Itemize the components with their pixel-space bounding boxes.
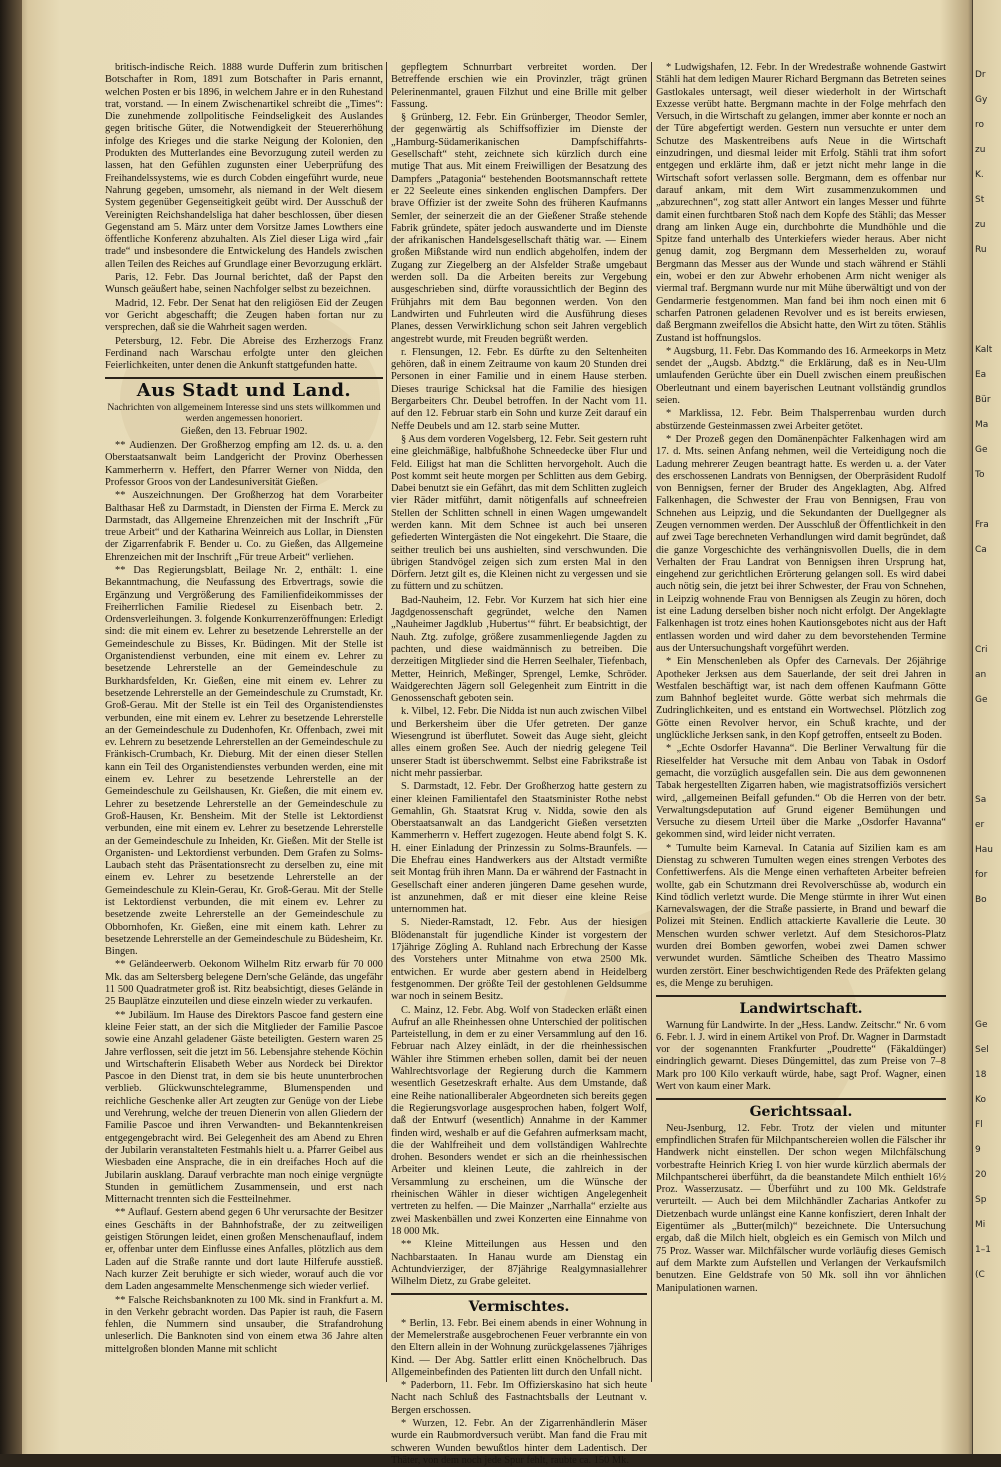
edge-text-fragment: Bo bbox=[975, 895, 987, 905]
article-paragraph: ** Auflauf. Gestern abend gegen 6 Uhr verursachte der Besitzer eines Geschäfts in der Bahnhofstraße, der zu zeitweiligen geistigen Störungen leidet, einen großen Menschenauflauf, indem er, offenbar unter dem Einflusse eines Anfalles, plötzlich aus dem Laden auf die Straße rannte und dort laute Hilferufe ausstieß. Nach kurzer Zeit beruhigte er sich wieder, worauf auch die vor dem Laden angesammelte Menschenmenge sich wieder verlief. bbox=[105, 1207, 383, 1293]
edge-text-fragment: Fl bbox=[975, 1120, 983, 1130]
section-divider bbox=[391, 1293, 647, 1295]
article-paragraph: § Grünberg, 12. Febr. Ein Grünberger, Theodor Semler, der gegenwärtig als Schiffsoffizier im Dienste der „Hamburg-Südamerikanischen Dampfschiffahrts-Gesellschaft“ steht, zeichnete sich kürzlich durch eine mutige That aus. Mit einem Freiwilligen der Besatzung des Dampfers „Patagonia“ bestehenden Bootsmannschaft rettete er 22 Seeleute eines sinkenden englischen Dampfers. Der brave Offizier ist der zweite Sohn des früheren Kaufmanns Semler, der seinerzeit die an der Gießener Straße stehende Fabrik gründete, später jedoch auswanderte und im Dienste der afrikanischen Handelsgesellschaft thätig war. — Einem großen Mißstande wird nun endlich abgeholfen, indem der Zugang zur Ziegelberg an der Alsfelder Straße umgebaut werden soll. Da die Arbeiten bereits zur Vergebung ausgeschrieben sind, dürfte voraussichtlich der Beginn des Frühjahrs mit dem Bau begonnen werden. Von den Landwirten und Fuhrleuten wird die Ausführung dieses Planes, dessen Verwirklichung schon seit Jahren vergeblich angestrebt wurde, mit Freuden begrüßt werden. bbox=[391, 112, 647, 345]
article-paragraph: ** Das Regierungsblatt, Beilage Nr. 2, enthält: 1. eine Bekanntmachung, die Neufassung des Erbvertrags, sowie die Ergänzung und Vergrößerung des Familienfideikommisses der Freiherrlichen Familie Riedesel zu Eisenbach betr. 2. Ordensverleihungen. 3. folgende Konkurrenzeröffnungen: Erledigt sind: die mit einem ev. Lehrer zu besetzende Lehrerstelle an der Gemeindeschule zu Bisses, Kr. Büdingen. Mit der Stelle ist Organistendienst verbunden, eine mit einem ev. Lehrer zu besetzende Lehrerstelle an der Gemeindeschule zu Burkhardsfelden, Kr. Gießen, eine mit einem ev. Lehrer zu besetzende Lehrerstelle an der Gemeindeschule zu Crumstadt, Kr. Groß-Gerau. Mit der Stelle ist ein Teil des Organistendienstes verbunden, eine mit einem ev. Lehrer zu besetzende Lehrerstelle an der Gemeindeschule zu Dudenhofen, Kr. Offenbach, zwei mit ev. Lehrern zu besetzende Lehrerstellen an der Gemeindeschule zu Fränkisch-Crumbach, Kr. Dieburg. Mit der einen dieser Stellen kann ein Teil des Organistendienstes verbunden werden, eine mit einem ev. Lehrer zu besetzende Lehrerstelle an der Gemeindeschule zu Geilshausen, Kr. Gießen, die mit einem ev. Lehrer zu besetzende Lehrerstelle an der Gemeindeschule zu Groß-Hausen, Kr. Bensheim. Mit der Stelle ist Lektordienst verbunden, eine mit einem ev. Lehrer zu besetzende Lehrerstelle an der Gemeindeschule zu Inheiden, Kr. Gießen. Mit der Stelle ist Organisten- und Lektordienst verbunden. Dem Grafen zu Solms-Laubach steht das Präsentationsrecht zu derselben zu, eine mit einem ev. Lehrer zu besetzende Lehrerstelle an der Gemeindeschule zu Klein-Gerau, Kr. Groß-Gerau. Mit der Stelle ist Lektordienst verbunden, die mit einem ev. Lehrer zu besetzende zweite Lehrerstelle an der Gemeindeschule zu Obbornhofen, Kr. Gießen, eine mit einem kath. Lehrer zu besetzende Lehrerstelle an der Gemeindeschule zu Büdesheim, Kr. Bingen. bbox=[105, 564, 383, 958]
article-paragraph: * „Echte Osdorfer Havanna“. Die Berliner Verwaltung für die Rieselfelder hat Versuche mit dem Anbau von Tabak in Osdorf gemacht, die vorzüglich ausgefallen sein. Die aus dem gewonnenen Tabak hergestellten Zigarren haben, wie magistratsoffiziös versichert wird, „allgemeinen Beifall gefunden.“ Ob die Herren von der betr. Verwaltungsdeputation auf Grund eigener Bemühungen und Versuche zu diesem Urteil über die Marke „Osdorfer Havanna“ gekommen sind, wird leider nicht verraten. bbox=[656, 743, 946, 841]
section-heading: Aus Stadt und Land. bbox=[136, 380, 352, 402]
edge-text-fragment bbox=[975, 320, 1001, 331]
edge-text-fragment: Hau bbox=[975, 845, 993, 855]
edge-text-fragment: Ko bbox=[975, 1095, 986, 1105]
edge-text-fragment: 20 bbox=[975, 1170, 987, 1180]
column-1 bbox=[105, 62, 383, 1392]
article-paragraph: Warnung für Landwirte. In der „Hess. Landw. Zeitschr.“ Nr. 6 vom 6. Febr. l. J. wird in einem Artikel von Prof. Dr. Wagner in Darmstadt vor der sogenannten Frankfurter „Poudrette“ (Fäkaldünger) eindringlich gewarnt. Dieses Düngemittel, das zum Preise von 7–8 Mark pro 100 Kilo verkauft würde, habe, sagt Prof. Wagner, einen Wert von kaum einer Mark. bbox=[656, 1019, 946, 1093]
edge-text-fragment: Ru bbox=[975, 245, 987, 255]
edge-text-fragment: Ea bbox=[975, 370, 987, 380]
article-paragraph: britisch-indische Reich. 1888 wurde Dufferin zum britischen Botschafter in Rom, 1891 zum Botschafter in Paris ernannt, welchen Posten er bis 1896, in welchem Jahre er in den Ruhestand trat, vorstand. — In einem Zwischenartikel schreibt die „Times“: Die zunehmende zollpolitische Feindseligkeit des Auslandes gegen britische Güter, die Notwendigkeit der Steuererhöhung infolge des Krieges und die starke Neigung der Kolonien, den Produkten des Mutterlandes eine Bevorzugung zuteil werden zu lassen, hat den Gefühlen zugunsten einer Ueberprüfung des Freihandelssystems, wie es durch Cobden eingeführt wurde, neue Nahrung gegeben, umsomehr, als niemand in der Welt diesem System gegenüber Gegenseitigkeit geübt wird. Der Ausschuß der Vereinigten Reichshandelsliga hat daher beschlossen, über diesen Gegenstand am 5. März unter dem Vorsitze James Lowthers eine öffentliche Konferenz abzuhalten. Als Ziel dieser Liga wird „fair trade“ und insbesondere die Entwickelung des Handels zwischen allen Teilen des Reiches auf Grundlage einer Bevorzugung erklärt. bbox=[105, 62, 383, 270]
column-2 bbox=[391, 62, 647, 1466]
article-paragraph: * Ludwigshafen, 12. Febr. In der Wredestraße wohnende Gastwirt Stähli hat dem ledigen Maurer Richard Bergmann das Betreten seines Gastlokales untersagt, weil dieser wiederholt in der Wirtschaft Exzesse verübt hatte. Bergmann machte in der Folge mehrfach den Versuch, in die Wirtschaft zu gelangen, immer aber konnte er noch an der Türe abgefertigt werden. Gestern nun versuchte er unter dem Schutze des Maskentreibens aufs Neue in die Wirtschaft einzudringen, und diesmal leider mit Erfolg. Stähli trat ihm sofort entgegen und erklärte ihm, daß er jetzt nicht mehr lange in die Wirtschaft sofort verlassen solle. Bergmann, dem es offenbar nur darauf ankam, mit dem Wirt zusammenzukommen und „abzurechnen“, zog statt aller Antwort ein langes Messer und führte damit einen furchtbaren Stoß nach dem Kopfe des Stähli; das Messer drang am linken Auge ein, durchbohrte die Mundhöhle und die Spitze fand unterhalb des Unterkiefers wieder heraus. Aber nicht genug damit, zog Bergmann dem Messerhelden zu, worauf Bergmann das Messer aus der Wunde und stach während er Stähli ein, wobei er den zur Abwehr erhobenen Arm nicht weniger als viermal traf. Bergmann wurde nur mit Mühe überwältigt und von der Gendarmerie festgenommen. Man fand bei ihm noch einen mit 6 scharfen Patronen geladenen Revolver und es ist bereits erwiesen, daß Bergmann zweifellos die Absicht hatte, den Wirt zu töten. Stählis Zustand ist hoffnungslos. bbox=[656, 62, 946, 344]
edge-text-fragment: Ge bbox=[975, 695, 988, 705]
edge-text-fragment: zu bbox=[975, 220, 986, 230]
article-paragraph: ** Auszeichnungen. Der Großherzog hat dem Vorarbeiter Balthasar Heß zu Darmstadt, in Diensten der Firma E. Merck zu Darmstadt, das Allgemeine Ehrenzeichen mit der Inschrift „Für treue Arbeit“ und der Katharina Weinreich aus Lollar, in Diensten der Zigarrenfabrik F. Bender u. Co. zu Gießen, das Allgemeine Ehrenzeichen mit der Inschrift „Für treue Arbeit“ verliehen. bbox=[105, 490, 383, 563]
article-paragraph: ** Jubiläum. Im Hause des Direktors Pascoe fand gestern eine kleine Feier statt, an der sich die Mitglieder der Familie Pascoe sowie eine Anzahl geladener Gäste beteiligten. Gestern waren 25 Jahre verflossen, seit die jetzt im 56. Lebensjahre stehende Köchin und Wirtschafterin Elisabeth Weber aus Nordeck bei Direktor Pascoe in den Dienst trat, in dem sie bis heute ununterbrochen verblieb. Glückwunschtelegramme, Blumenspenden und reichliche Geschenke aller Art zeugten zur Genüge von der Liebe und Verehrung, welche der treuen Dienerin von allen Gliedern der Familie Pascoe und ihren Verwandten- und Bekanntenkreisen entgegengebracht wird. Bei Gelegenheit des am Abend zu Ehren der Jubilarin veranstalteten Festmahls hielt u. a. Pfarrer Geibel aus Wiesbaden eine Ansprache, die in ein dreifaches Hoch auf die Jubilarin ausklang. Darauf verbrachte man noch einige vergnügte Stunden in gemütlichem Zusammensein, und erst nach Mitternacht trennten sich die Festteilnehmer. bbox=[105, 1009, 383, 1206]
article-paragraph: Madrid, 12. Febr. Der Senat hat den religiösen Eid der Zeugen vor Gericht abgeschafft; die Zeugen haben fortan nur zu versprechen, daß sie die Wahrheit sagen werden. bbox=[105, 297, 383, 334]
article-paragraph: r. Flensungen, 12. Febr. Es dürfte zu den Seltenheiten gehören, daß in einem Zeitraume von kaum 20 Stunden drei Personen in einer Familie und in einem Hause sterben. Dieses traurige Schicksal hat die Familie des hiesigen Bergarbeiters Chr. Deubel betroffen. In der Nacht vom 11. auf den 12. Februar starb ein Sohn und kurze Zeit darauf ein Neffe Deubels und am 12. starb seine Mutter. bbox=[391, 346, 647, 432]
article-paragraph: * Tumulte beim Karneval. In Catania auf Sizilien kam es am Dienstag zu schweren Tumulten wegen eines strengen Verbotes des Confettiwerfens. Als die Menge einen verhafteten Arbeiter befreien wollte, gab ein Schutzmann drei Revolverschüsse ab, wodurch ein Kind tödlich verletzt wurde. Die Menge stürmte in ihrer Wut einen Karnevalswagen, der die Straße passierte, in Brand und bewarf die Polizei mit Steinen. Endlich attackierte Kavallerie die Leute. 30 Menschen wurden schwer verletzt. Auf dem Stesichoros-Platz wurden drei Bomben geworfen, wobei zwei Damen schwer verwundet wurden. Sämtliche Scheiben des Theatro Massimo wurden zerstört. Einer beschwichtigenden Rede des Präfekten gelang es, die Menge zu beruhigen. bbox=[656, 842, 946, 989]
edge-text-fragment: 18 bbox=[975, 1070, 987, 1080]
edge-text-fragment bbox=[975, 745, 1001, 756]
edge-text-fragment: Cri bbox=[975, 645, 988, 655]
edge-text-fragment: Bür bbox=[975, 395, 991, 405]
article-paragraph: S. Darmstadt, 12. Febr. Der Großherzog hatte gestern zu einer kleinen Familientafel den Staatsminister Rothe nebst Gemahlin, Gh. Staatsrat Krug v. Nidda, sowie den als Oberstaatsanwalt an das Landgericht Gießen versetzten Kammerherrn v. Heffert zugezogen. Heute abend folgt S. K. H. einer Einladung der Prinzessin zu Solms-Braunfels. — Die Ehefrau eines Handwerkers aus der Altstadt vermißte seit Montag früh ihren Mann. Da er während der Fastnacht in Gesellschaft einer anderen jüngeren Dame gesehen wurde, ist anzunehmen, daß er mit dieser eine kleine Reise unternommen hat. bbox=[391, 781, 647, 916]
article-paragraph: § Aus dem vorderen Vogelsberg, 12. Febr. Seit gestern ruht eine gleichmäßige, halbfußhohe Schneedecke über Flur und Feld. Eiligst hat man die Schlitten hervorgeholt. Auch die Post kommt seit heute morgen per Schlitten aus dem Gebirg. Dabei benutzt sie ein Gefährt, das mit dem Schlitten zugleich vier Räder mitführt, damit nötigenfalls auf schneefreien Stellen der Schlitten schnell in einen Wagen umgewandelt werden kann. Mit dem Schnee ist auch bei unseren gefiederten Wintergästen die Not eingekehrt. Die Staare, die seither treulich bei uns aushielten, sind verschwunden. Die übrigen Standvögel zeigen sich zum ersten Mal in den Dörfern. Jetzt gilt es, die Kleinen nicht zu vergessen und sie zu füttern und zu schützen. bbox=[391, 433, 647, 593]
article-paragraph: gepflegtem Schnurrbart verbreitet worden. Der Betreffende erschien wie ein Provinzler, trägt grünen Pelerinenmantel, grauen Filzhut und eine Brille mit gelber Fassung. bbox=[391, 62, 647, 110]
article-paragraph: ** Falsche Reichsbanknoten zu 100 Mk. sind in Frankfurt a. M. in den Verkehr gebracht worden. Das Papier ist rauh, die Fasern fehlen, die Nummern sind unsauber, die Strafandrohung unleserlich. Die Banknoten sind von einem etwa 36 Jahre alten mittelgroßen blonden Manne mit schlicht bbox=[105, 1294, 383, 1355]
article-paragraph: C. Mainz, 12. Febr. Abg. Wolf von Stadecken erläßt einen Aufruf an alle Rheinhessen ohne Unterschied der politischen Parteistellung, in dem er zu einer Versammlung auf den 16. Februar nach Alzey einlädt, in der die rheinhessischen Wähler ihre Stimmen erheben sollen, damit bei der neuen Wahlrechtsvorlage der Regierung durch die Kammern wesentlich Gesetzeskraft erhalte. Aus dem Umstande, daß eine Reihe nationalliberaler Abgeordneten sich bereits gegen die Regierungsvorlage ausgesprochen haben, folgert Wolf, daß der Entwurf (wesentlich) Annahme in der Kammer finden wird, weshalb er auf die Gefahren aufmerksam macht, die der Wahlfreiheit und dem vollständigen Wahlrechte drohen. Besonders wendet er sich an die rheinhessischen Arbeiter und kleinen Leute, die zahlreich in der Versammlung zu erscheinen, um die Wünsche der rheinischen Wähler in dieser wichtigen Angelegenheit vertreten zu helfen. — Die Mainzer „Narrhalla“ erzielte aus zwei Maskenbällen und zwei Konzerten eine Einnahme von 18 000 Mk. bbox=[391, 1004, 647, 1237]
edge-text-fragment bbox=[975, 570, 1001, 581]
article-paragraph: ** Geländeerwerb. Oekonom Wilhelm Ritz erwarb für 70 000 Mk. das am Seltersberg belegene Dern'sche Gelände, das ungefähr 11 500 Quadratmeter groß ist. Ritz beabsichtigt, dieses Gelände in 25 Bauplätze einzuteilen und diese einzeln wieder zu verkaufen. bbox=[105, 959, 383, 1008]
edge-text-fragment: Dr bbox=[975, 70, 986, 80]
edge-text-fragment bbox=[975, 620, 1001, 631]
edge-text-fragment: Sp bbox=[975, 1195, 987, 1205]
edge-text-fragment: Ge bbox=[975, 1020, 988, 1030]
edge-text-fragment: zu bbox=[975, 145, 986, 155]
edge-text-fragment bbox=[975, 995, 1001, 1006]
edge-text-fragment: ro bbox=[975, 120, 985, 130]
edge-text-fragment bbox=[975, 945, 1001, 956]
edge-text-fragment: er bbox=[975, 820, 985, 830]
section-heading: Vermischtes. bbox=[468, 1299, 570, 1316]
edge-text-fragment: 1–1 bbox=[975, 1245, 991, 1255]
article-paragraph: k. Vilbel, 12. Febr. Die Nidda ist nun auch zwischen Vilbel und Berkersheim über die Ufer getreten. Der ganze Wiesengrund ist überflutet. Soweit das Auge sieht, gleicht alles einem großen See. Auch der niedrig gelegene Teil unserer Stadt ist überschwemmt. Selbst eine Fabrikstraße ist nicht mehr passierbar. bbox=[391, 706, 647, 779]
article-paragraph: ** Kleine Mitteilungen aus Hessen und den Nachbarstaaten. In Hanau wurde am Dienstag ein Achtundvierziger, der 87jährige Realgymnasiallehrer Wilhelm Dietz, zu Grabe geleitet. bbox=[391, 1239, 647, 1288]
edge-text-fragment: To bbox=[975, 470, 985, 480]
edge-text-fragment bbox=[975, 720, 1001, 731]
edge-text-fragment: Sel bbox=[975, 1045, 989, 1055]
edge-text-fragment bbox=[975, 295, 1001, 306]
edge-text-fragment: K. bbox=[975, 170, 984, 180]
edge-text-fragment bbox=[975, 595, 1001, 606]
edge-text-fragment bbox=[975, 920, 1001, 931]
column-rule bbox=[651, 62, 652, 1382]
edge-text-fragment: Fra bbox=[975, 520, 989, 530]
edge-text-fragment: for bbox=[975, 870, 988, 880]
dateline: Gießen, den 13. Februar 1902. bbox=[180, 425, 308, 437]
edge-text-fragment bbox=[975, 770, 1001, 781]
article-paragraph: * Paderborn, 11. Febr. Im Offizierskasino hat sich heute Nacht nach Schluß des Fastnachtsballs der Leutnant v. Bergen erschossen. bbox=[391, 1380, 647, 1416]
edge-text-fragment bbox=[975, 970, 1001, 981]
article-paragraph: Paris, 12. Febr. Das Journal berichtet, daß der Papst den Wunsch geäußert habe, seinen Nachfolger selbst zu bezeichnen. bbox=[105, 272, 383, 296]
edge-text-fragment bbox=[975, 495, 1001, 506]
edge-text-fragment: Gy bbox=[975, 95, 988, 105]
edge-text-fragment: Ca bbox=[975, 545, 987, 555]
article-paragraph: * Berlin, 13. Febr. Bei einem abends in einer Wohnung in der Memelerstraße ausgebrochenen Feuer verbrannte ein von den Eltern allein in der Wohnung zurückgelassenes 7jähriges Kind. — Der Abg. Sattler erlitt einen Knöchelbruch. Das Allgemeinbefinden des Patienten litt durch den Unfall nicht. bbox=[391, 1317, 647, 1378]
article-paragraph: Bad-Nauheim, 12. Febr. Vor Kurzem hat sich hier eine Jagdgenossenschaft gegründet, welche den Namen „Nauheimer Jagdklub ‚Hubertus‘“ führt. Er beabsichtigt, der Nauh. Ztg. zufolge, größere zusammenliegende Jagden zu pachten, und diese waidmännisch zu betreiben. Die derzeitigen Mitglieder sind die Herren Seelhaler, Tiefenbach, Metter, Heinrich, Meßinger, Sprengel, Lemke, Schröder. Waidgerechten Jägern soll Gelegenheit zum Eintritt in die Genossenschaft geboten sein. bbox=[391, 594, 647, 705]
binding-gutter bbox=[0, 0, 22, 1454]
section-divider bbox=[105, 377, 383, 379]
editorial-notice: Nachrichten von allgemeinem Interesse sind uns stets willkommen und werden angemessen honoriert. bbox=[107, 401, 381, 424]
article-paragraph: * Augsburg, 11. Febr. Das Kommando des 16. Armeekorps in Metz sendet der „Augsb. Abdztg.“ die Erklärung, daß es in Neu-Ulm umlaufenden Gerüchte über ein Duell zwischen einem preußischen Oberleutnant und einem bayerischen Leutnant vollständig grundlos seien. bbox=[656, 345, 946, 407]
edge-text-fragment: 9 bbox=[975, 1145, 981, 1155]
section-heading: Gerichtssaal. bbox=[749, 1104, 853, 1121]
section-divider bbox=[656, 995, 946, 997]
article-paragraph: ** Audienzen. Der Großherzog empfing am 12. ds. u. a. den Oberstaatsanwalt beim Landgericht der Provinz Oberhessen Kammerherrn v. Heffert, den Pfarrer Werner von Nidda, den Professor Groos von der Landesuniversität Gießen. bbox=[105, 440, 383, 488]
article-paragraph: * Ein Menschenleben als Opfer des Carnevals. Der 26jährige Apotheker Jerksen aus dem Sauerlande, der seit drei Jahren in Westfalen beschäftigt war, ist nach dem offenen Kaufmann Götte zum Bahnhof begleitet wurde. Götte werbat sich mehrmals die Zudringlichkeiten, und es entstand ein Wortwechsel. Plötzlich zog Götte einen Revolver hervor, ein Schuß krachte, und der unglückliche Jerksen sank, in den Kopf getroffen, entseelt zu Boden. bbox=[656, 656, 946, 742]
edge-text-fragment: Ge bbox=[975, 445, 988, 455]
edge-text-fragment: (C bbox=[975, 1270, 985, 1280]
article-paragraph: * Marklissa, 12. Febr. Beim Thalsperrenbau wurden durch abstürzende Gesteinmassen zwei Arbeiter getötet. bbox=[656, 408, 946, 432]
edge-text-fragment: Mi bbox=[975, 1220, 986, 1230]
section-heading: Landwirtschaft. bbox=[739, 1001, 863, 1018]
edge-text-fragment: Ma bbox=[975, 420, 989, 430]
edge-text-fragment: St bbox=[975, 195, 985, 205]
edge-text-fragment bbox=[975, 270, 1001, 281]
edge-text-fragment: Sa bbox=[975, 795, 987, 805]
column-3 bbox=[656, 62, 946, 1392]
article-paragraph: * Der Prozeß gegen den Domänenpächter Falkenhagen wird am 17. d. Mts. seinen Anfang nehmen, weil die Verteidigung noch die Ladung mehrerer Zeugen beantragt hatte. Es werden u. a. der Vater des erschossenen Landrats von Bennigsen, der Oberpräsident Rudolf von Bennigsen, ferner der Bruder des Angeklagten, Abg. Alfred Falkenhagen, die Schwester der Frau von Bennigsen, Frau von Schnehen aus Leipzig, und die Sekundanten der Duellgegner als Zeugen vernommen werden. Der Ausschluß der Öffentlichkeit in den auf zwei Tage berechneten Verhandlungen wird damit begründet, daß die ganze Vorgeschichte des verhängnisvollen Duells, die in dem Verhalten der Frau Landrat von Bennigsen ihren Ursprung hat, eingehend zur gerichtlichen Erörterung gelangen soll. Es wird dabei auch nötig sein, die jetzt bei ihrer Schwester, der Frau von Schnehen, in Leipzig wohnende Frau von Bennigsen als Zeugin zu hören, doch ist eine Ladung derselben bisher noch nicht erfolgt. Der Angeklagte Falkenhagen ist trotz eines hohen Kautionsgebotes nicht aus der Haft entlassen worden und wird daher zu dem bevorstehenden Termine aus der Untersuchungshaft vorgeführt werden. bbox=[656, 433, 946, 654]
section-divider bbox=[656, 1098, 946, 1100]
adjacent-page-edge bbox=[972, 0, 1001, 1454]
edge-text-fragment: an bbox=[975, 670, 987, 680]
article-paragraph: * Wurzen, 12. Febr. An der Zigarrenhändlerin Mäser wurde ein Raubmordversuch verübt. Man fand die Frau mit schweren Wunden bewußtlos hinter dem Ladentisch. Der Thäter, von dem noch jede Spur fehlt, raubte ca. 150 Mk. bbox=[391, 1418, 647, 1466]
article-paragraph: Petersburg, 12. Febr. Die Abreise des Erzherzogs Franz Ferdinand nach Warschau erfolgte unter den gleichen Feierlichkeiten, unter denen die Ankunft stattgefunden hatte. bbox=[105, 335, 383, 372]
edge-text-fragment: Kalt bbox=[975, 345, 993, 355]
column-rule bbox=[386, 62, 387, 1382]
article-paragraph: Neu-Jsenburg, 12. Febr. Trotz der vielen und mitunter empfindlichen Strafen für Milchpantschereien wollen die Fälscher ihr Handwerk nicht einstellen. Der schon wegen Milchfälschung vorbestrafte Heinrich Krieg I. von hier wurde kürzlich abermals der Milchpantscherei überführt, da die beanstandete Milch enthielt 16½ Proz. Wasserzusatz. — Überführt und zu 100 Mk. Geldstrafe verurteilt. — Auch bei dem Milchhändler Zacharias Antkofer zu Dietzenbach wurde unlängst eine Kanne konfisziert, deren Inhalt der Eigentümer als „Butter(milch)“ bezeichnete. Die Untersuchung ergab, daß die Milch hielt, obgleich es ein Gemisch von Milch und 75 Proz. Wasser war. Milchfälscher wurde vorläufig dieses Gemisch auf dem Markte zum Aufstellen und Verlangen der Verkaufsmilch benutzen. Eine Geldstrafe von 50 Mk. soll ihn vor ähnlichen Manipulationen warnen. bbox=[656, 1122, 946, 1294]
article-paragraph: S. Nieder-Ramstadt, 12. Febr. Aus der hiesigen Blödenanstalt für jugendliche Kinder ist vorgestern der 17jährige Zögling A. Ruhland nach Erbrechung der Kasse des Vorstehers unter Mitnahme von etwa 2500 Mk. entwichen. Er wurde aber gestern abend in Heidelberg festgenommen. Der größte Teil der gestohlenen Geldsumme war noch in seinem Besitz. bbox=[391, 917, 647, 1003]
